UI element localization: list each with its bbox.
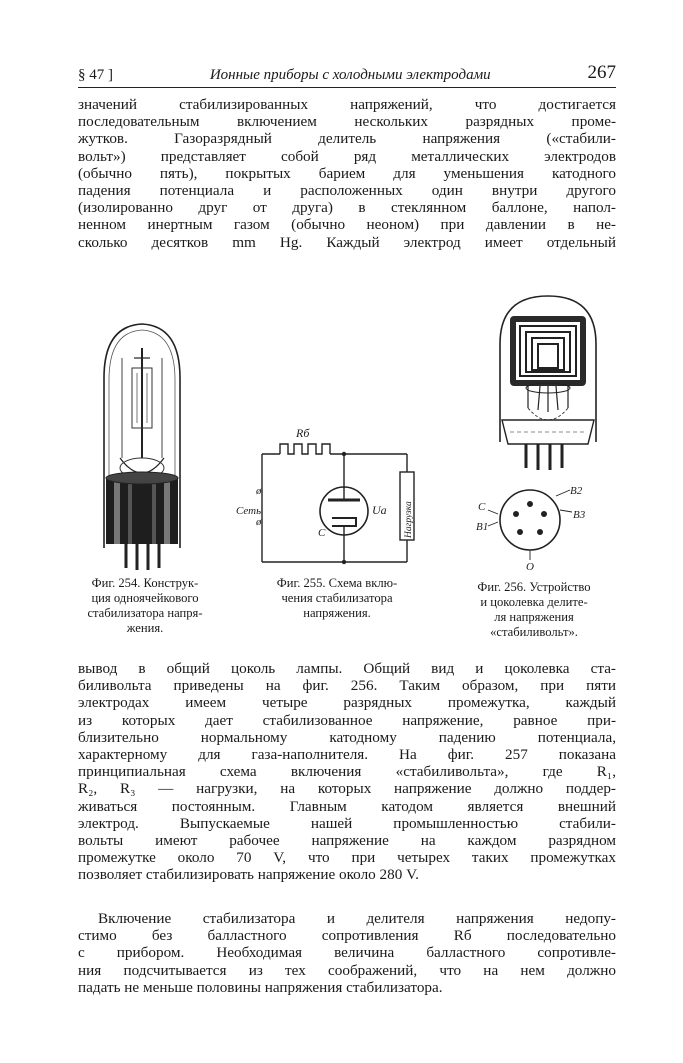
text-line: падения потенциала и расположенных один внутри другого <box>78 182 616 200</box>
text-line: падать не меньше половины напряжения стабилизатора. <box>78 978 443 996</box>
caption-line: Фиг. 254. Конструк- <box>91 576 199 590</box>
pin-label-b3: B3 <box>573 509 586 521</box>
ballast-resistor <box>280 444 330 454</box>
caption-line: Фиг. 255. Схема вклю- <box>276 576 398 590</box>
text-line: промежутке около 70 V, что при четырех таких промежутках <box>78 849 616 867</box>
text-line: значений стабилизированных напряжений, что достигается <box>78 96 616 113</box>
text-line: вывод в общий цоколь лампы. Общий вид и цоколевка ста- <box>78 660 616 677</box>
text-line: характерному для газа-наполнителя. На фиг. 257 показана <box>78 746 616 764</box>
caption-line: жения. <box>126 621 164 635</box>
page-number: 267 <box>587 62 616 83</box>
caption-line: «стабиливольт». <box>490 625 578 639</box>
svg-text:ø: ø <box>256 485 262 497</box>
text-line: живаться постоянным. Главным катодом является внешний <box>78 797 616 815</box>
text-line: вольт») представляет собой ряд металлических электродов <box>78 147 616 165</box>
fig256-stabilivolt-drawing <box>488 292 608 472</box>
text-line: принципиальная схема включения «стабиливольта», где R₁, <box>78 763 616 781</box>
caption-line: стабилизатора напря- <box>87 606 203 620</box>
paragraph-2 <box>78 660 616 884</box>
running-header <box>78 58 616 88</box>
section-ref: § 47 ] <box>78 67 113 83</box>
caption-line: чения стабилизатора <box>281 591 393 605</box>
text-line: стимо без балластного сопротивления Rб последовательно <box>78 927 616 945</box>
fig256-caption <box>446 580 622 640</box>
paragraph-1 <box>78 96 616 251</box>
fig256-base-pinout <box>474 480 594 570</box>
caption-line: Фиг. 256. Устройство <box>477 580 591 594</box>
text-line: последовательным включением нескольких разрядных проме- <box>78 113 616 131</box>
label-ua: Uа <box>372 503 387 517</box>
label-c: С <box>318 527 326 539</box>
text-line: жутков. Газоразрядный делитель напряжения («стабили- <box>78 130 616 148</box>
caption-line: ля напряжения <box>494 610 574 624</box>
fig255-circuit-diagram <box>232 422 432 572</box>
text-line: сколько десятков mm Hg. Каждый электрод имеет отдельный <box>78 233 616 251</box>
text-line: (изолированно друг от друга) в стеклянном баллоне, напол- <box>78 199 616 217</box>
caption-line: и цоколевка делите- <box>480 595 588 609</box>
fig254-tube-drawing <box>92 318 192 570</box>
paragraph-3 <box>78 910 616 996</box>
pin-label-b2: B2 <box>570 485 583 497</box>
text-line: электродах имеем четыре разрядных промежутка, каждый <box>78 694 616 712</box>
text-line: из которых дает стабилизованное напряжение, равное при- <box>78 711 616 729</box>
svg-text:ø: ø <box>256 516 262 528</box>
text-line: Включение стабилизатора и делителя напряжения недопу- <box>98 910 616 927</box>
label-load: Нагрузка <box>404 501 414 538</box>
fig255-caption <box>252 576 422 621</box>
text-line: вольты имеют рабочее напряжение на каждом разрядном <box>78 832 616 850</box>
text-line: ния подсчитывается из тех соображений, что на нем должно <box>78 961 616 979</box>
pin-label-c: C <box>478 501 486 513</box>
caption-line: напряжения. <box>303 606 371 620</box>
label-mains: Сеть <box>236 505 262 517</box>
running-title: Ионные приборы с холодными электродами <box>209 67 491 83</box>
caption-line: ция одноячейкового <box>91 591 199 605</box>
text-line: биливольта приведены на фиг. 256. Таким образом, при пяти <box>78 677 616 695</box>
text-line: ненном инертным газом (обычно неоном) при давлении в не- <box>78 216 616 234</box>
text-line: позволяет стабилизировать напряжение около 280 V. <box>78 866 419 884</box>
pin-label-o: O <box>526 561 534 570</box>
text-line: R₂, R₃ — нагрузки, на которых напряжение должно поддер- <box>78 780 616 798</box>
pin-label-b1: B1 <box>476 521 489 533</box>
text-line: близительно нормальному катодному падению потенциала, <box>78 728 616 746</box>
fig254-caption <box>70 576 220 636</box>
text-line: с прибором. Необходимая величина балластного сопротивле- <box>78 944 616 962</box>
label-rb: Rб <box>296 426 310 440</box>
text-line: электрод. Выпускаемые нашей промышленностью стабили- <box>78 814 616 832</box>
text-line: (обычно пять), покрытых барием для уменьшения катодного <box>78 164 616 182</box>
